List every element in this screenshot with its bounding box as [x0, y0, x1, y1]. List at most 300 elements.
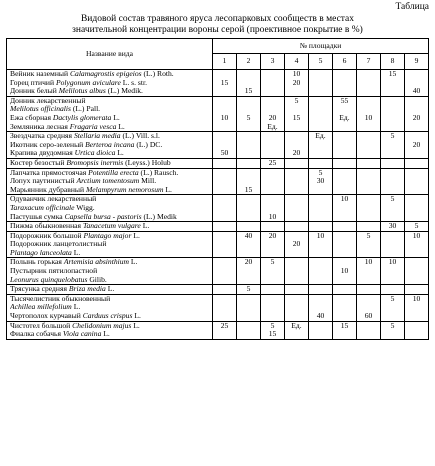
author-name: L.: [140, 222, 150, 231]
latin-name: Polygonum aviculare: [55, 78, 121, 87]
species-table: [6, 38, 429, 340]
cover-value: [286, 195, 307, 204]
cover-value: 5: [318, 168, 323, 177]
cover-value: [382, 312, 403, 321]
cover-value: [334, 213, 355, 222]
cover-value: [214, 186, 235, 195]
cover-value: [214, 267, 235, 276]
value-cell-plot-2: [237, 321, 261, 339]
plot-number-7: 7: [357, 53, 381, 69]
value-cell-plot-5: [309, 96, 333, 131]
value-cell-plot-9: [405, 222, 429, 232]
value-cell-plot-3: [261, 222, 285, 232]
value-cell-plot-1: [213, 158, 237, 168]
author-name: L.: [105, 285, 115, 294]
value-cell-plot-7: [357, 258, 381, 285]
cover-value: [238, 149, 259, 158]
value-cell-plot-9: [405, 96, 429, 131]
author-name: L.: [115, 149, 124, 158]
species-name: [10, 303, 211, 312]
latin-name: Carduus crispus: [82, 312, 133, 321]
cover-value: [310, 258, 331, 267]
cover-value: [238, 276, 259, 285]
table-row: [7, 168, 429, 195]
value-cell-plot-1: [213, 195, 237, 222]
value-cell-plot-1: [213, 168, 237, 195]
latin-name: Stellaria media: [73, 132, 121, 141]
author-name: L.: [131, 231, 140, 240]
cover-value: [334, 186, 355, 195]
cover-value: 5: [270, 321, 275, 330]
value-cell-plot-8: [381, 132, 405, 159]
cover-value: [262, 195, 283, 204]
cover-value: 15: [244, 185, 253, 194]
table-row: [7, 285, 429, 295]
cover-value: [334, 79, 355, 88]
cover-value: [238, 169, 259, 178]
cover-value: [238, 330, 259, 339]
russian-name: Земляника лесная: [10, 122, 70, 131]
cover-value: [382, 159, 403, 168]
value-cell-plot-8: [381, 195, 405, 222]
cover-value: 5: [390, 195, 395, 204]
value-cell-plot-5: [309, 294, 333, 321]
species-name: [10, 322, 211, 331]
russian-name: Горец птичий: [10, 78, 56, 87]
cover-value: [214, 213, 235, 222]
value-cell-plot-7: [357, 168, 381, 195]
cover-value: [334, 177, 355, 186]
russian-name: Костер безостый: [10, 158, 67, 167]
cover-value: Ед.: [267, 122, 278, 131]
cover-value: [406, 159, 427, 168]
author-name: Gilib.: [87, 275, 107, 284]
cover-value: [262, 70, 283, 79]
value-cell-plot-6: [333, 231, 357, 258]
author-name: L.: [101, 330, 110, 339]
value-cell-plot-1: [213, 231, 237, 258]
cover-value: [310, 149, 331, 158]
cover-value: [310, 159, 331, 168]
value-cell-plot-4: [285, 294, 309, 321]
species-cell: [7, 158, 213, 168]
cover-value: [310, 105, 331, 114]
cover-value: [214, 132, 235, 141]
cover-value: [358, 186, 379, 195]
cover-value: [286, 169, 307, 178]
plot-number-4: 4: [285, 53, 309, 69]
cover-value: [406, 105, 427, 114]
cover-value: [358, 141, 379, 150]
cover-value: [238, 295, 259, 304]
cover-value: [262, 105, 283, 114]
species-cell: [7, 132, 213, 159]
cover-value: [358, 249, 379, 258]
cover-value: Ед.: [291, 321, 302, 330]
cover-value: 15: [340, 321, 349, 330]
author-name: (L.) Rausch.: [138, 168, 179, 177]
cover-value: [382, 177, 403, 186]
value-cell-plot-4: [285, 258, 309, 285]
cover-value: [214, 195, 235, 204]
russian-name: Пижма обыкновенная: [10, 222, 83, 231]
cover-value: 20: [268, 231, 277, 240]
cover-value: [262, 141, 283, 150]
cover-value: [358, 132, 379, 141]
cover-value: [382, 123, 403, 132]
cover-value: [214, 123, 235, 132]
value-cell-plot-6: [333, 168, 357, 195]
value-cell-plot-9: [405, 195, 429, 222]
cover-value: 10: [292, 70, 301, 78]
cover-value: [286, 87, 307, 96]
cover-value: [262, 312, 283, 321]
value-cell-plot-8: [381, 222, 405, 232]
value-cell-plot-5: [309, 132, 333, 159]
cover-value: [262, 303, 283, 312]
cover-value: [382, 186, 403, 195]
cover-value: [238, 240, 259, 249]
plots-header: № площадки: [213, 39, 429, 54]
cover-value: 20: [412, 140, 421, 149]
table-row: [7, 231, 429, 258]
title-line-1: Видовой состав травяного яруса лесопарковых сообществ в местах: [80, 14, 355, 24]
value-cell-plot-2: [237, 222, 261, 232]
value-cell-plot-6: [333, 195, 357, 222]
latin-name: Briza media: [68, 285, 106, 294]
cover-value: Ед.: [315, 132, 326, 141]
cover-value: [286, 186, 307, 195]
species-name: [10, 79, 211, 88]
cover-value: 10: [364, 113, 373, 122]
species-name: [10, 204, 211, 213]
cover-value: [382, 204, 403, 213]
value-cell-plot-5: [309, 231, 333, 258]
cover-value: [406, 330, 427, 339]
cover-value: [286, 141, 307, 150]
cover-value: [406, 267, 427, 276]
cover-value: [214, 222, 235, 231]
cover-value: [214, 177, 235, 186]
cover-value: [214, 105, 235, 114]
cover-value: [238, 267, 259, 276]
cover-value: [358, 285, 379, 294]
latin-name: Tanacetum vulgare: [82, 222, 141, 231]
cover-value: [382, 267, 403, 276]
cover-value: [214, 295, 235, 304]
russian-name: Подорожник ланцетолистный: [10, 240, 107, 249]
latin-name: Potentilla erecta: [88, 168, 139, 177]
cover-value: [358, 105, 379, 114]
cover-value: 40: [244, 231, 253, 240]
value-cell-plot-2: [237, 158, 261, 168]
cover-value: [358, 70, 379, 79]
cover-value: [238, 123, 259, 132]
species-cell: [7, 231, 213, 258]
cover-value: [406, 285, 427, 294]
cover-value: [334, 123, 355, 132]
value-cell-plot-6: [333, 132, 357, 159]
cover-value: [238, 322, 259, 331]
cover-value: [310, 240, 331, 249]
value-cell-plot-2: [237, 285, 261, 295]
value-cell-plot-1: [213, 321, 237, 339]
value-cell-plot-5: [309, 321, 333, 339]
cover-value: [358, 303, 379, 312]
cover-value: [382, 141, 403, 150]
species-cell: [7, 321, 213, 339]
value-cell-plot-2: [237, 294, 261, 321]
species-name: [10, 258, 211, 267]
table-body: [7, 70, 429, 340]
cover-value: 20: [292, 78, 301, 87]
cover-value: [334, 159, 355, 168]
value-cell-plot-4: [285, 231, 309, 258]
cover-value: [334, 132, 355, 141]
value-cell-plot-1: [213, 132, 237, 159]
value-cell-plot-7: [357, 231, 381, 258]
cover-value: 5: [294, 96, 299, 105]
cover-value: 10: [220, 113, 229, 122]
author-name: L.: [116, 122, 125, 131]
cover-value: [406, 169, 427, 178]
table-row: [7, 70, 429, 97]
cover-value: 15: [268, 330, 277, 339]
cover-value: [406, 79, 427, 88]
cover-value: [382, 276, 403, 285]
cover-value: [286, 213, 307, 222]
cover-value: 5: [390, 294, 395, 303]
cover-value: [382, 303, 403, 312]
latin-name: Viola canina: [62, 330, 102, 339]
cover-value: [334, 285, 355, 294]
cover-value: [358, 123, 379, 132]
value-cell-plot-5: [309, 222, 333, 232]
cover-value: [310, 303, 331, 312]
species-name: [10, 232, 211, 241]
cover-value: 30: [388, 222, 397, 231]
table-row: [7, 294, 429, 321]
species-name: [10, 87, 211, 96]
value-cell-plot-7: [357, 285, 381, 295]
cover-value: [358, 322, 379, 331]
value-cell-plot-3: [261, 285, 285, 295]
value-cell-plot-7: [357, 132, 381, 159]
cover-value: [262, 249, 283, 258]
cover-value: [214, 70, 235, 79]
cover-value: [214, 276, 235, 285]
cover-value: [238, 141, 259, 150]
cover-value: [214, 303, 235, 312]
cover-value: [358, 149, 379, 158]
table-row: [7, 158, 429, 168]
cover-value: [358, 159, 379, 168]
cover-value: [238, 312, 259, 321]
value-cell-plot-1: [213, 222, 237, 232]
cover-value: [310, 70, 331, 79]
value-cell-plot-2: [237, 231, 261, 258]
value-cell-plot-3: [261, 258, 285, 285]
author-name: Mill.: [139, 177, 157, 186]
cover-value: [214, 249, 235, 258]
cover-value: [310, 213, 331, 222]
cover-value: [310, 204, 331, 213]
russian-name: Икотник серо-зеленый: [10, 140, 86, 149]
cover-value: [382, 169, 403, 178]
cover-value: [214, 232, 235, 241]
value-cell-plot-2: [237, 96, 261, 131]
species-name: [10, 70, 211, 79]
cover-value: 10: [364, 258, 373, 267]
author-name: (Leyss.) Holub: [123, 158, 171, 167]
author-name: L.: [129, 258, 138, 267]
cover-value: [262, 97, 283, 106]
cover-value: [406, 123, 427, 132]
species-name: [10, 213, 211, 222]
cover-value: [334, 169, 355, 178]
value-cell-plot-8: [381, 231, 405, 258]
value-cell-plot-5: [309, 168, 333, 195]
cover-value: [214, 240, 235, 249]
cover-value: [286, 267, 307, 276]
value-cell-plot-9: [405, 168, 429, 195]
russian-name: Донник белый: [10, 87, 59, 96]
value-cell-plot-2: [237, 258, 261, 285]
cover-value: [382, 97, 403, 106]
cover-value: [262, 79, 283, 88]
cover-value: [334, 149, 355, 158]
value-cell-plot-1: [213, 294, 237, 321]
cover-value: [262, 132, 283, 141]
value-cell-plot-2: [237, 70, 261, 97]
cover-value: [214, 159, 235, 168]
value-cell-plot-8: [381, 294, 405, 321]
species-name: [10, 285, 211, 294]
cover-value: [406, 258, 427, 267]
value-cell-plot-4: [285, 321, 309, 339]
cover-value: [310, 322, 331, 331]
cover-value: [358, 213, 379, 222]
cover-value: [358, 295, 379, 304]
cover-value: [310, 276, 331, 285]
title-line-2: значительной концентрации вороны серой (проективное покрытие в %): [72, 25, 363, 35]
latin-name: Capsella bursa - pastoris: [64, 212, 142, 221]
cover-value: [406, 177, 427, 186]
cover-value: [286, 177, 307, 186]
author-name: (L.) Roth.: [141, 70, 174, 78]
author-name: (L.) Medik.: [105, 87, 143, 96]
cover-value: 5: [414, 222, 419, 231]
plot-number-9: 9: [405, 53, 429, 69]
table-label: Таблица: [395, 2, 429, 12]
value-cell-plot-5: [309, 195, 333, 222]
cover-value: [406, 97, 427, 106]
table-row: [7, 321, 429, 339]
cover-value: [406, 249, 427, 258]
value-cell-plot-3: [261, 168, 285, 195]
cover-value: Ед.: [339, 113, 350, 122]
cover-value: [286, 159, 307, 168]
cover-value: [310, 267, 331, 276]
species-name: [10, 97, 211, 106]
cover-value: [310, 285, 331, 294]
species-name: [10, 159, 211, 168]
cover-value: 20: [244, 258, 253, 267]
cover-value: [358, 330, 379, 339]
cover-value: [382, 105, 403, 114]
author-name: L.: [71, 303, 81, 312]
cover-value: [262, 267, 283, 276]
value-cell-plot-8: [381, 70, 405, 97]
cover-value: 15: [388, 70, 397, 78]
cover-value: 20: [292, 240, 301, 249]
cover-value: [262, 177, 283, 186]
cover-value: [358, 240, 379, 249]
value-cell-plot-1: [213, 96, 237, 131]
value-cell-plot-5: [309, 70, 333, 97]
species-name: [10, 186, 211, 195]
cover-value: [238, 79, 259, 88]
cover-value: [214, 204, 235, 213]
cover-value: [310, 141, 331, 150]
cover-value: [382, 240, 403, 249]
value-cell-plot-2: [237, 168, 261, 195]
cover-value: [238, 303, 259, 312]
cover-value: 60: [364, 312, 373, 321]
cover-value: [262, 295, 283, 304]
value-cell-plot-8: [381, 168, 405, 195]
cover-value: 25: [220, 321, 229, 330]
russian-name: Пастушья сумка: [10, 212, 65, 221]
cover-value: [310, 123, 331, 132]
value-cell-plot-6: [333, 258, 357, 285]
species-name: [10, 240, 211, 249]
cover-value: [310, 186, 331, 195]
cover-value: [238, 222, 259, 231]
value-cell-plot-9: [405, 294, 429, 321]
value-cell-plot-8: [381, 158, 405, 168]
cover-value: [310, 330, 331, 339]
cover-value: [286, 232, 307, 241]
cover-value: 10: [340, 267, 349, 276]
cover-value: [358, 222, 379, 231]
russian-name: Трясунка средняя: [10, 285, 69, 294]
cover-value: [238, 213, 259, 222]
cover-value: [262, 222, 283, 231]
cover-value: [262, 186, 283, 195]
latin-name: Plantago major: [83, 231, 132, 240]
value-cell-plot-3: [261, 294, 285, 321]
cover-value: 10: [388, 258, 397, 267]
value-cell-plot-9: [405, 132, 429, 159]
cover-value: 10: [340, 195, 349, 204]
author-name: L. s. str.: [120, 78, 148, 87]
russian-name: Ежа сборная: [10, 113, 53, 122]
russian-name: Подорожник большой: [10, 231, 84, 240]
cover-value: [310, 79, 331, 88]
cover-value: [382, 330, 403, 339]
cover-value: [334, 330, 355, 339]
cover-value: 10: [316, 231, 325, 240]
value-cell-plot-6: [333, 294, 357, 321]
cover-value: [262, 276, 283, 285]
value-cell-plot-7: [357, 222, 381, 232]
cover-value: [238, 159, 259, 168]
value-cell-plot-1: [213, 285, 237, 295]
species-cell: [7, 258, 213, 285]
value-cell-plot-1: [213, 70, 237, 97]
value-cell-plot-4: [285, 222, 309, 232]
